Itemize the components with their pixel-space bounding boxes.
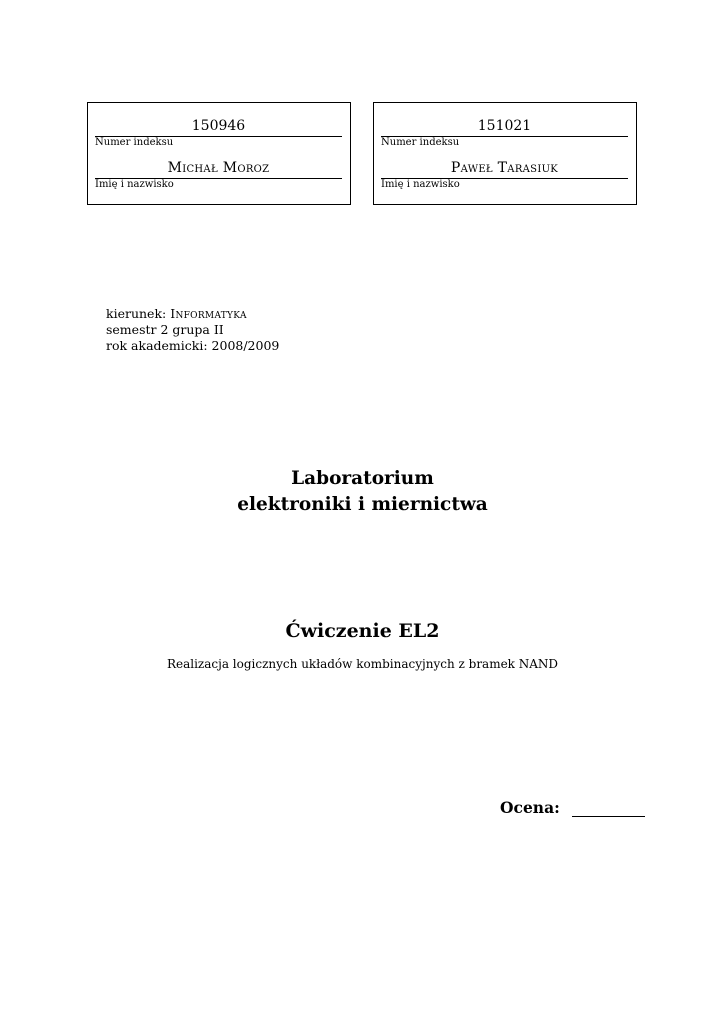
student-name-caption: Imię i nazwisko [381,179,460,190]
index-number-field [95,118,342,148]
student-card-2 [373,102,637,205]
index-number-value: 150946 [191,118,246,134]
academic-year-line: rok akademicki: 2008/2009 [106,338,280,353]
student-name-field [95,160,342,190]
course-meta [106,306,279,354]
semester-line: semestr 2 grupa II [106,322,224,337]
student-name-field [381,160,628,190]
field-of-study-label: kierunek: [106,306,167,321]
field-of-study-line [106,306,279,322]
index-number-value: 151021 [477,118,532,134]
index-number-caption: Numer indeksu [95,137,174,148]
index-number-field [381,118,628,148]
exercise-subtitle: Realizacja logicznych układów kombinacyjnych z bramek NAND [166,657,559,671]
field-of-study-value: Informatyka [170,306,247,321]
exercise-title: Ćwiczenie EL2 [285,620,440,642]
student-name-value: Paweł Tarasiuk [450,160,559,176]
student-card-1 [87,102,351,205]
index-number-caption: Numer indeksu [381,137,460,148]
student-name-value: Michał Moroz [167,160,270,176]
course-title-line-2: elektroniki i miernictwa [237,494,488,515]
grade-blank-line [572,816,645,817]
course-title [0,466,725,518]
course-title-line-1: Laboratorium [291,468,434,489]
grade-label: Ocena: [500,798,560,817]
student-name-caption: Imię i nazwisko [95,179,174,190]
